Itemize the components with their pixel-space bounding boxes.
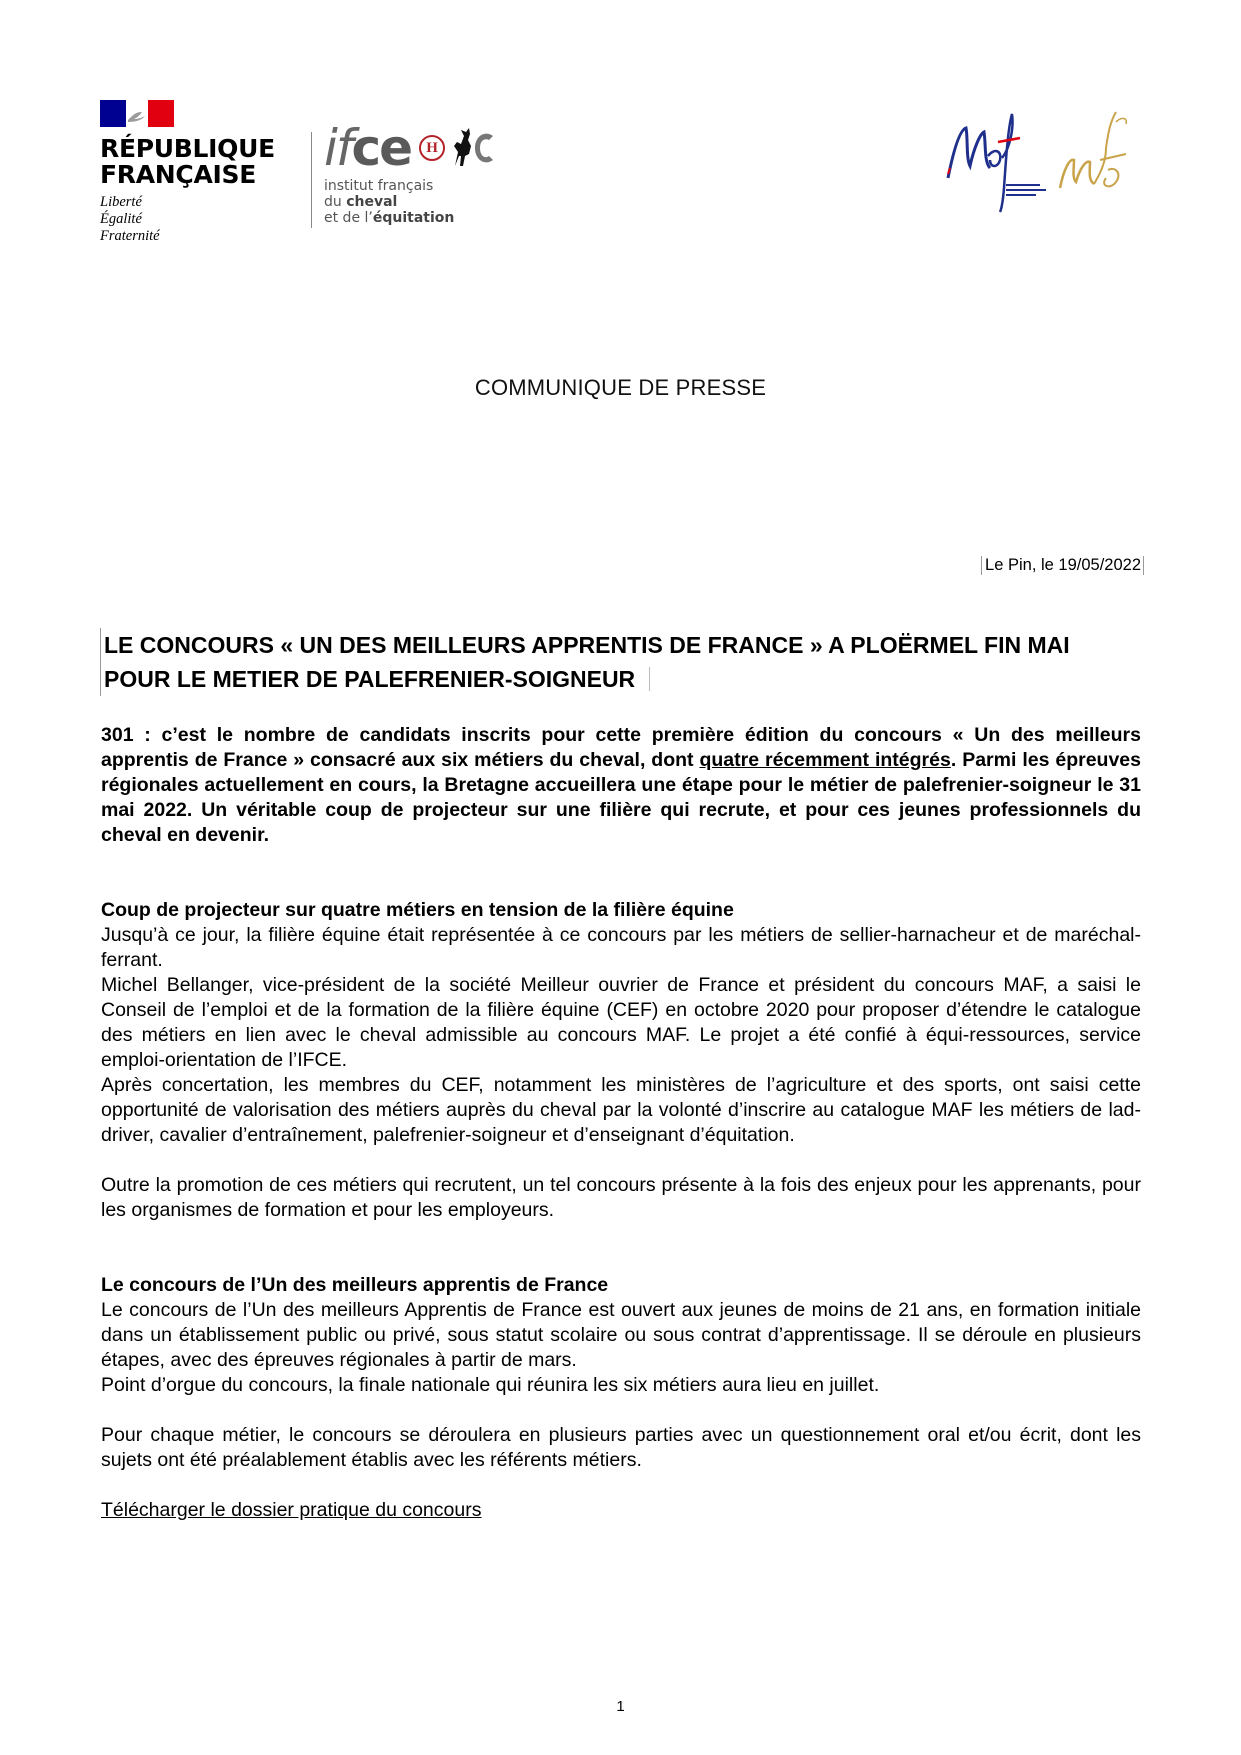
ifce-sub-du: du [324, 194, 347, 210]
section1-p2: Michel Bellanger, vice-président de la société Meilleur ouvrier de France et président du concours MAF, a saisi le Conseil de l’emploi et de la formation de la filière équine (CEF) en octobre 2020 pour proposer d’étendre le catalogue des métiers en lien avec le cheval admissible au concours MAF. Le projet a été confié à équi-ressources, service emploi-orientation de l’IFCE. [101, 974, 1141, 1071]
section1-p1: Jusqu’à ce jour, la filière équine était représentée à ce concours par les métiers de sellier-harnacheur et de maréchal-ferrant. [101, 924, 1141, 971]
section1-heading: Coup de projecteur sur quatre métiers en tension de la filière équine [101, 899, 734, 921]
section1-p4: Outre la promotion de ces métiers qui recrutent, un tel concours présente à la fois des enjeux pour les apprenants, pour les organismes de formation et pour les employeurs. [101, 1174, 1141, 1221]
page-number: 1 [616, 1698, 625, 1715]
french-flag-icon [100, 100, 174, 127]
rearing-horse-icon [449, 126, 495, 170]
section2-heading: Le concours de l’Un des meilleurs apprentis de France [101, 1274, 609, 1296]
motto-egalite: Égalité [100, 211, 142, 227]
main-content [101, 723, 1141, 1523]
section2-p1: Le concours de l’Un des meilleurs Apprentis de France est ouvert aux jeunes de moins de 21 ans, en formation initiale dans un établissement public ou privé, sous statut scolaire ou sous contrat d’apprentissage. Il se déroule en plusieurs étapes, avec des épreuves régionales à partir de mars. [101, 1299, 1141, 1371]
document-type: COMMUNIQUE DE PRESSE [474, 375, 767, 400]
mof-maf-logos-icon [940, 108, 1140, 218]
rf-name-line1: RÉPUBLIQUE [100, 134, 275, 163]
press-release-title [100, 628, 1144, 696]
logo-divider [311, 132, 312, 228]
section2-p3: Pour chaque métier, le concours se déroulera en plusieurs parties avec un questionnement oral et/ou écrit, dont les sujets ont été préalablement établis avec les référents métiers. [101, 1424, 1141, 1471]
ifce-sub-etdel: et de l’ [324, 210, 373, 226]
ifce-logo [324, 120, 534, 226]
lead-part1: 301 : c’est le nombre de candidats inscrits pour cette première édition du concours « Un des meilleurs apprentis de France » consacré aux six métiers du cheval, dont [101, 724, 1141, 771]
download-dossier-link[interactable]: Télécharger le dossier pratique du concours [101, 1499, 482, 1521]
section1-p3: Après concertation, les membres du CEF, notamment les ministères de l’agriculture et des sports, ont saisi cette opportunité de valorisation des métiers auprès du cheval par la volonté d’inscrire au catalogue MAF les métiers de lad-driver, cavalier d’entraînement, palefrenier-soigneur et d’enseignant d’équitation. [101, 1074, 1141, 1146]
section2-p2: Point d’orgue du concours, la finale nationale qui réunira les six métiers aura lieu en juillet. [101, 1374, 880, 1396]
motto-fraternite: Fraternité [100, 228, 160, 244]
republique-francaise-logo [100, 100, 280, 245]
ifce-sub-line1: institut français [324, 178, 434, 194]
ifce-sub-cheval: cheval [346, 194, 398, 210]
motto-liberte: Liberté [100, 194, 142, 210]
title-line2: POUR LE METIER DE PALEFRENIER-SOIGNEUR [104, 666, 636, 692]
ifce-wordmark: ifce [324, 119, 412, 177]
title-line1: LE CONCOURS « UN DES MEILLEURS APPRENTIS DE FRANCE » A PLOËRMEL FIN MAI [104, 632, 1070, 658]
ifce-sub-equitation: équitation [372, 210, 455, 226]
rf-motto [100, 194, 280, 245]
haras-h-icon: H [419, 135, 445, 161]
lead-part2: . Parmi les épreuves régionales actuellement en cours, la Bretagne accueillera une étape pour le métier de palefrenier-soigneur le 31 mai 2022. Un véritable coup de projecteur sur une filière qui recrute, et pour ces jeunes professionnels du cheval en devenir. [101, 749, 1141, 846]
lead-paragraph [101, 723, 1141, 848]
lead-link-quatre-metiers[interactable]: quatre récemment intégrés [699, 749, 951, 771]
date-line: Le Pin, le 19/05/2022 [981, 556, 1144, 575]
rf-name-line2: FRANÇAISE [100, 160, 256, 189]
